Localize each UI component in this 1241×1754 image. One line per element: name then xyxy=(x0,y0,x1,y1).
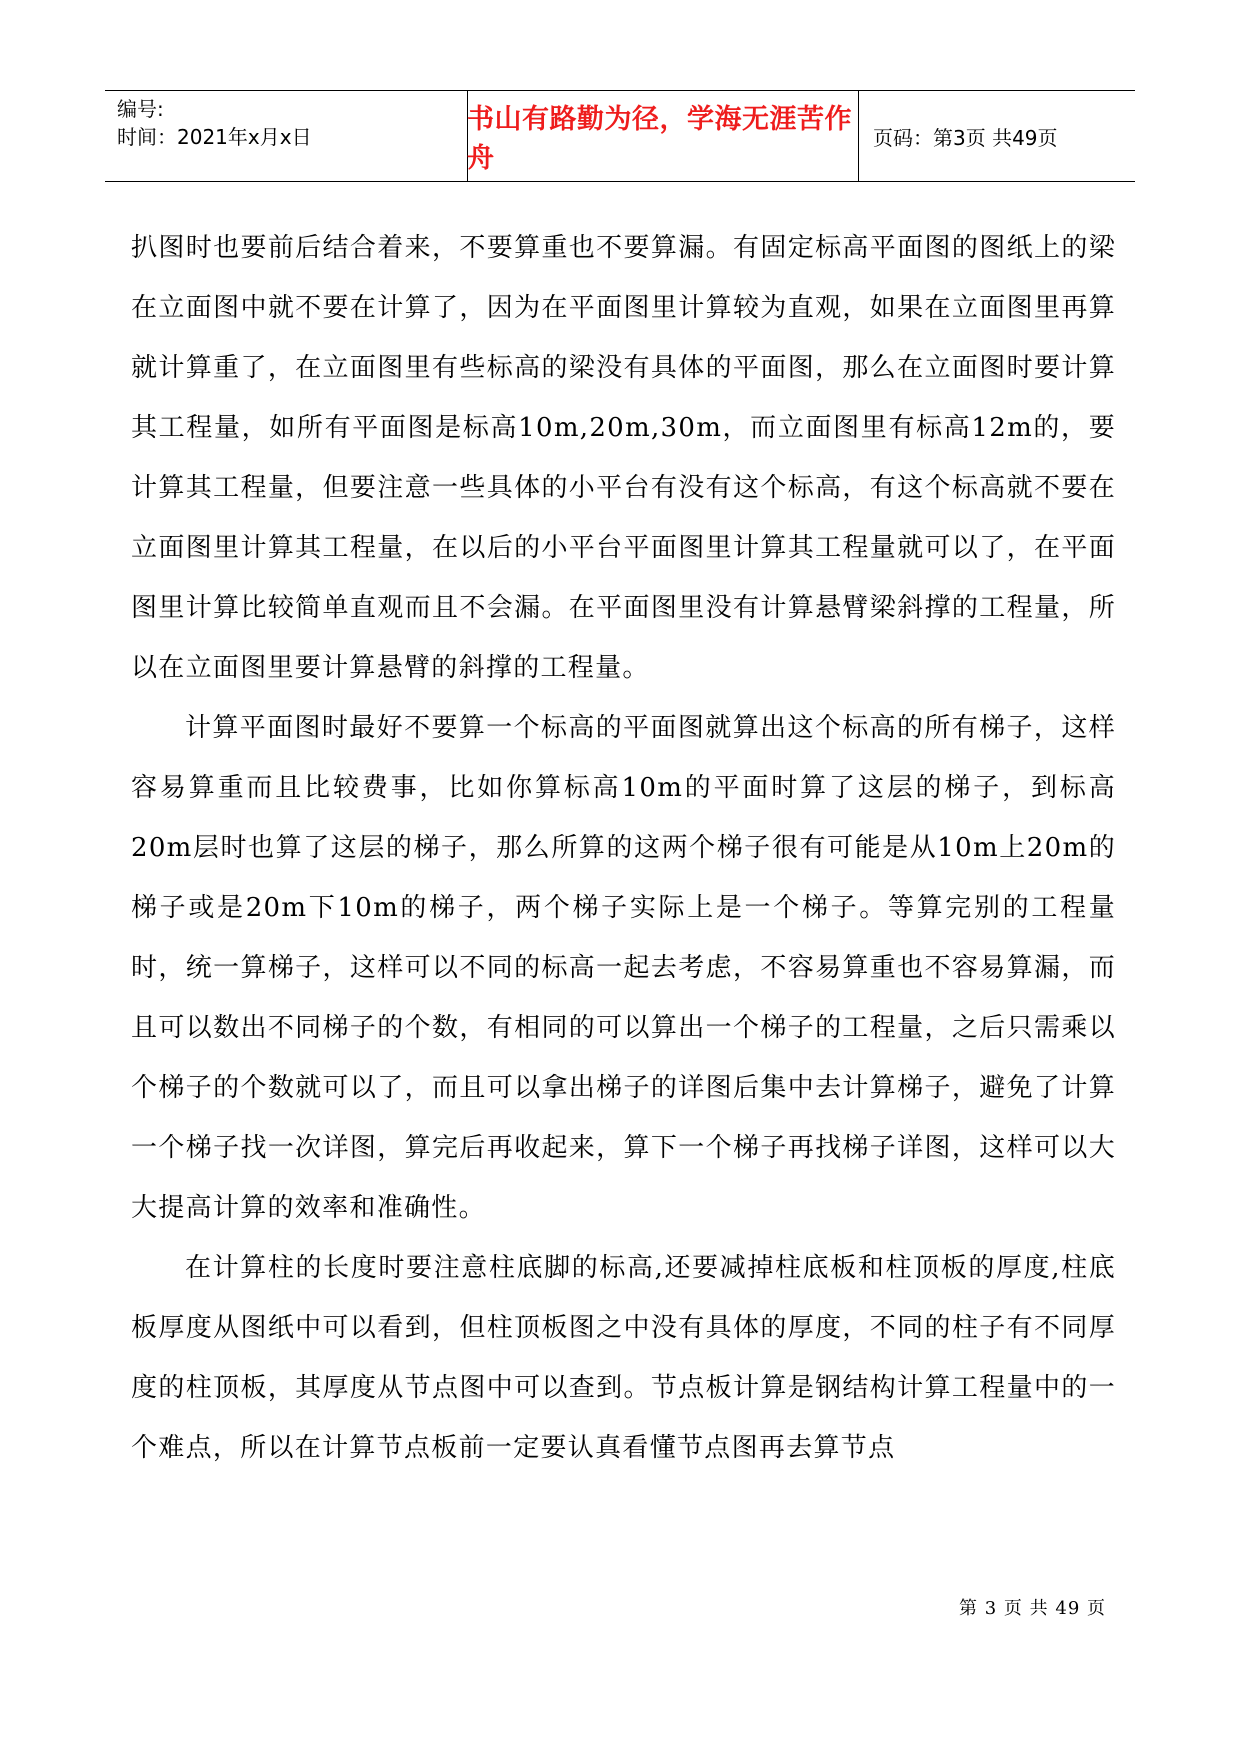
header-divider-right xyxy=(858,91,859,181)
page-footer-number: 第 3 页 共 49 页 xyxy=(959,1598,1106,1619)
document-body xyxy=(131,218,1116,1478)
document-time-label: 时间：2021年x月x日 xyxy=(117,125,312,149)
page-header xyxy=(105,90,1135,182)
header-page-info: 页码：第3页 共49页 xyxy=(873,125,1058,150)
header-meta xyxy=(117,91,467,181)
paragraph-3: 在计算柱的长度时要注意柱底脚的标高,还要减掉柱底板和柱顶板的厚度,柱底板厚度从图纸中可以看到，但柱顶板图之中没有具体的厚度，不同的柱子有不同厚度的柱顶板，其厚度从节点图中可以查到。节点板计算是钢结构计算工程量中的一个难点，所以在计算节点板前一定要认真看懂节点图再去算节点 xyxy=(131,1253,1116,1463)
header-motto: 书山有路勤为径，学海无涯苦作舟 xyxy=(467,104,852,174)
paragraph-2: 计算平面图时最好不要算一个标高的平面图就算出这个标高的所有梯子，这样容易算重而且比较费事，比如你算标高10m的平面时算了这层的梯子，到标高20m层时也算了这层的梯子，那么所算的这两个梯子很有可能是从10m上20m的梯子或是20m下10m的梯子，两个梯子实际上是一个梯子。等算完别的工程量时，统一算梯子，这样可以不同的标高一起去考虑，不容易算重也不容易算漏，而且可以数出不同梯子的个数，有相同的可以算出一个梯子的工程量，之后只需乘以个梯子的个数就可以了，而且可以拿出梯子的详图后集中去计算梯子，避免了计算一个梯子找一次详图，算完后再收起来，算下一个梯子再找梯子详图，这样可以大大提高计算的效率和准确性。 xyxy=(131,713,1116,1223)
document-number-label: 编号: xyxy=(117,97,164,121)
paragraph-1: 扒图时也要前后结合着来，不要算重也不要算漏。有固定标高平面图的图纸上的梁在立面图中就不要在计算了，因为在平面图里计算较为直观，如果在立面图里再算就计算重了，在立面图里有些标高的梁没有具体的平面图，那么在立面图时要计算其工程量，如所有平面图是标高10m,20m,30m，而立面图里有标高12m的，要计算其工程量，但要注意一些具体的小平台有没有这个标高，有这个标高就不要在立面图里计算其工程量，在以后的小平台平面图里计算其工程量就可以了，在平面图里计算比较简单直观而且不会漏。在平面图里没有计算悬臂梁斜撑的工程量，所以在立面图里要计算悬臂的斜撑的工程量。 xyxy=(131,233,1116,683)
